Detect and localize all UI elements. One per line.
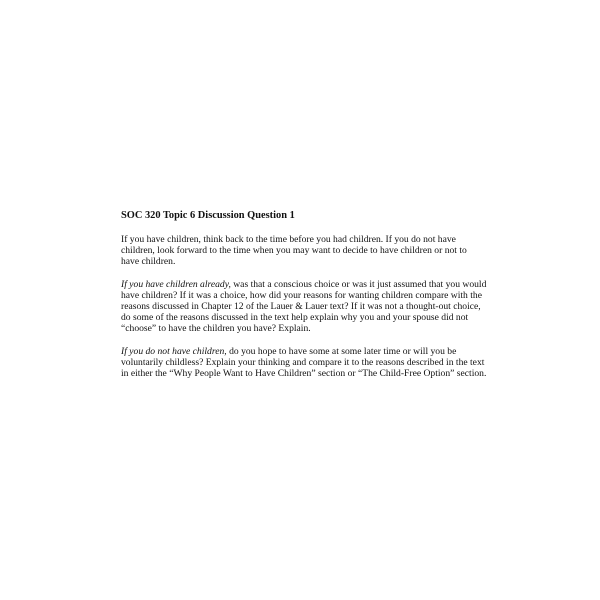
paragraph-intro-text: If you have children, think back to the time before you had children. If you do not have children, look forward to the time when you may want to decide to have children or not to have children.: [121, 234, 467, 268]
document-content: [121, 210, 487, 390]
paragraph-no-children-italic: If you do not have children,: [121, 345, 227, 357]
paragraph-no-children-text: do you hope to have some at some later time or will you be voluntarily childless? Explain your thinking and compare it to the reasons described in the text in either the “Why People Want to Have Children” section or “The Child-Free Option” section.: [121, 345, 487, 380]
paragraph-intro: [121, 234, 487, 268]
paragraph-have-children-italic: If you have children already,: [121, 278, 231, 290]
paragraph-have-children-text: was that a conscious choice or was it just assumed that you would have children? If it was a choice, how did your reasons for wanting children compare with the reasons discussed in Chapter 12 of the Lauer & Lauer text? If it was not a thought-out choice, do some of the reasons discussed in the text help explain why you and your spouse did not “choose” to have the children you have? Explain.: [121, 278, 487, 335]
document-title: SOC 320 Topic 6 Discussion Question 1: [121, 210, 295, 221]
paragraph-have-children: [121, 279, 487, 335]
paragraph-no-children: [121, 346, 487, 380]
